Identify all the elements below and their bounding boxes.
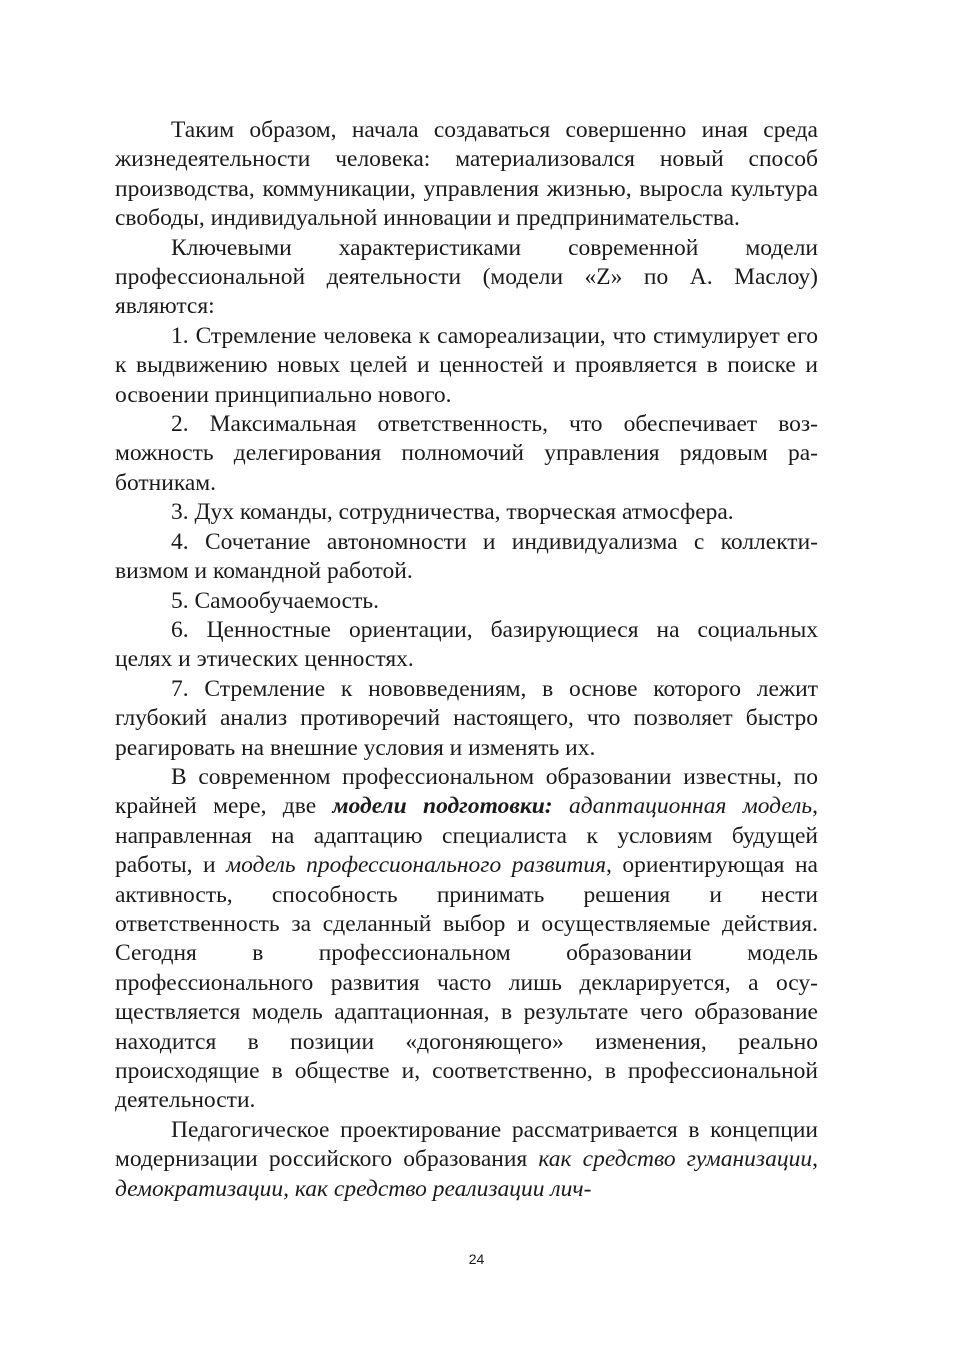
emphasis-humanization: как средство гуманизации: [538, 1146, 813, 1173]
page-text: [115, 116, 818, 1204]
page-number: 24: [468, 1251, 485, 1267]
list-item-7: 7. Стремление к нововведениям, в основе которого лежит глубокий анализ противоречий настоящего, что позволяет быстро реагировать на внешние условия и изменять их.: [115, 675, 818, 761]
text-run: Педагогическое проектирование рассматривается в концепции модернизации российского образования: [115, 1116, 818, 1173]
emphasis-democratization: демократизации, как средство реализации лич-: [115, 1175, 592, 1202]
emphasis-training-models: модели подготовки:: [332, 793, 553, 820]
text-run: В современном профессиональном образовании известны, по крайней мере, две: [115, 763, 818, 820]
list-item-5: 5. Самообучаемость.: [171, 587, 379, 614]
list-item-2: 2. Максимальная ответственность, что обеспечивает возможность делегирования полномочий управления рядовым работникам.: [115, 411, 818, 496]
paragraph-pedagogical-design: [115, 1116, 818, 1204]
emphasis-adaptation-model: адаптационная модель: [568, 793, 813, 820]
paragraph-training-models: [115, 763, 818, 1116]
emphasis-development-model: модель профессионального развития: [226, 852, 607, 879]
paragraph-characteristics: Ключевыми характеристиками современной модели профессиональной деятельности (модели «Z» по А. Маслоу) являются:: [115, 234, 818, 320]
list-item-6: 6. Ценностные ориентации, базирующиеся на социальных целях и этических ценностях.: [115, 616, 818, 673]
list-item-3: 3. Дух команды, сотрудничества, творческая атмосфера.: [171, 499, 734, 526]
paragraph-intro: Таким образом, начала создаваться совершенно иная среда жизнедеятельности человека: материализовался новый способ производства, коммуникации, управления жизнью, выросла культура свободы, индивидуальной инновации и предпринимательства.: [115, 117, 818, 232]
text-run: [553, 793, 569, 819]
text-run: , ориентирующая на активность, способность принимать решения и нести ответственность за сделанный выбор и осуществляемые действия. Сегодня в профессиональном образовании модель профессионального развития часто лишь декларируется, а осуществляется модель адаптационная, в результате чего образование находится в позиции «догоняющего» изменения, реально происходящие в обществе и, соответственно, в профессиональной деятельности.: [115, 852, 818, 1114]
text-run: , направленная на адаптацию специалиста к условиям будущей работы, и: [115, 793, 818, 879]
list-item-4: 4. Сочетание автономности и индивидуализма с коллективизмом и командной работой.: [115, 528, 818, 585]
list-item-1: 1. Стремление человека к самореализации, что стимулирует его к выдвижению новых целей и ценностей и проявляется в поиске и освоении принципиально нового.: [115, 322, 818, 408]
text-run: ,: [812, 1146, 818, 1173]
